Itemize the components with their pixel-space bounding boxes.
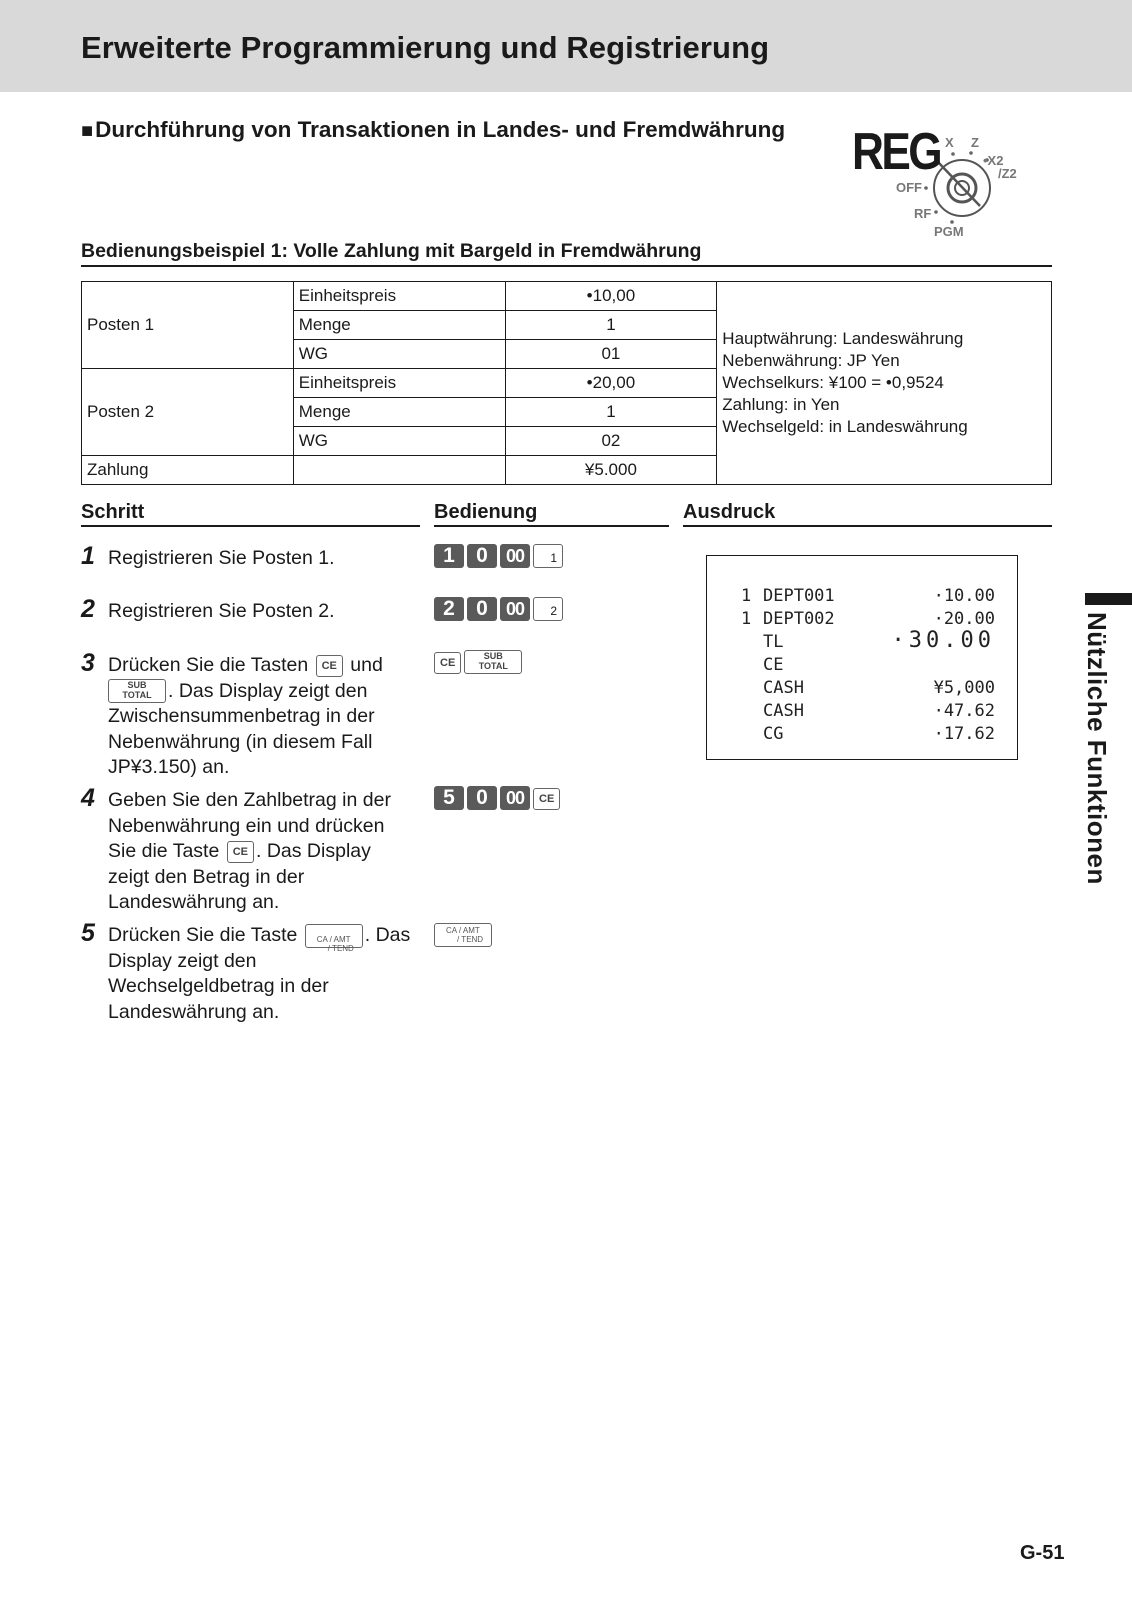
table-cell-label: WG — [293, 340, 505, 369]
mode-z2-label: /Z2 — [998, 166, 1017, 181]
key-0: 0 — [467, 597, 497, 621]
section-title — [81, 117, 785, 143]
subtotal-key: SUB TOTAL — [108, 679, 166, 703]
ce-key: CE — [533, 788, 560, 810]
ca-amt-tend-key: CA / AMT / TEND — [305, 924, 363, 948]
receipt-printout — [706, 555, 1018, 760]
mode-z-label: Z — [971, 135, 979, 150]
step-number: 3 — [81, 649, 95, 677]
table-cell-label: Einheitspreis — [293, 282, 505, 311]
table-cell-label: WG — [293, 427, 505, 456]
key-2: 2 — [434, 597, 464, 621]
column-rule — [434, 525, 669, 527]
ops-step-4 — [434, 786, 560, 810]
step-number: 2 — [81, 595, 95, 623]
receipt-line: 1 DEPT001 ·10.00 — [741, 586, 995, 606]
table-cell-label: Menge — [293, 398, 505, 427]
key-00: 00 — [500, 544, 530, 568]
table-cell-posten1: Posten 1 — [82, 282, 294, 369]
ops-step-3 — [434, 650, 522, 674]
ce-key: CE — [316, 655, 343, 677]
table-cell-value: •20,00 — [505, 369, 717, 398]
table-cell-value: 1 — [505, 398, 717, 427]
step-text: Registrieren Sie Posten 2. — [108, 600, 335, 622]
key-1: 1 — [434, 544, 464, 568]
step-5 — [81, 919, 411, 1025]
column-head-ausdruck: Ausdruck — [683, 501, 776, 523]
note-line: Nebenwährung: JP Yen — [722, 351, 900, 370]
receipt-line: CE — [763, 655, 784, 675]
step-text-part: Geben Sie den Zahlbetrag in der Nebenwährung ein und drücken Sie die Taste — [108, 789, 391, 862]
table-row — [82, 282, 1052, 311]
key-0: 0 — [467, 544, 497, 568]
step-number: 4 — [81, 784, 95, 812]
note-line: Zahlung: in Yen — [722, 395, 840, 414]
ce-key: CE — [434, 652, 461, 674]
page-number: G-51 — [1020, 1542, 1065, 1564]
table-cell-posten2: Posten 2 — [82, 369, 294, 456]
column-head-schritt: Schritt — [81, 501, 145, 523]
step-text — [108, 923, 411, 1025]
step-4 — [81, 784, 411, 916]
note-line: Wechselkurs: ¥100 = •0,9524 — [722, 373, 944, 392]
key-5: 5 — [434, 786, 464, 810]
step-text-part: . Das Display zeigt den Wechselgeldbetrag in der Landeswährung an. — [108, 924, 411, 1023]
table-cell-zahlung: Zahlung — [82, 456, 294, 485]
step-text-part: . Das Display zeigt den Zwischensummenbetrag in der Nebenwährung (in diesem Fall JP¥3.150) an. — [108, 679, 375, 778]
dept-key-2: 2 — [533, 597, 563, 621]
key-00: 00 — [500, 597, 530, 621]
receipt-line: CG ·17.62 — [763, 724, 995, 744]
mode-pgm-label: PGM — [934, 224, 964, 239]
table-cell-zahlung-value: ¥5.000 — [505, 456, 717, 485]
step-text-part: . Das Display zeigt den Betrag in der Landeswährung an. — [108, 840, 371, 913]
column-rule — [81, 525, 420, 527]
example-rule — [81, 265, 1052, 267]
side-tab-bar — [1085, 593, 1132, 605]
column-rule — [683, 525, 1052, 527]
receipt-line: 1 DEPT002 ·20.00 — [741, 609, 995, 629]
page-title: Erweiterte Programmierung und Registrierung — [81, 30, 770, 65]
section-bullet: ■ — [81, 120, 94, 142]
column-head-bedienung: Bedienung — [434, 501, 538, 523]
example-table — [81, 281, 1052, 485]
mode-rf-label: RF — [914, 206, 932, 221]
table-cell-empty — [293, 456, 505, 485]
step-text: Registrieren Sie Posten 1. — [108, 547, 335, 569]
note-line: Wechselgeld: in Landeswährung — [722, 417, 968, 436]
ops-step-1 — [434, 544, 563, 568]
step-text — [108, 653, 411, 781]
side-tab-label: Nützliche Funktionen — [1082, 612, 1112, 885]
mode-x2-label: •X2 — [983, 153, 1004, 168]
table-cell-value: 1 — [505, 311, 717, 340]
step-number: 5 — [81, 919, 95, 947]
ca-amt-tend-key: CA / AMT / TEND — [434, 923, 492, 947]
ce-key: CE — [227, 841, 254, 863]
mode-switch-illustration — [850, 118, 1050, 248]
step-text-part: und — [350, 654, 383, 676]
note-line: Hauptwährung: Landeswährung — [722, 329, 964, 348]
table-cell-value: 02 — [505, 427, 717, 456]
receipt-line: CASH ·47.62 — [763, 701, 995, 721]
section-title-text: Durchführung von Transaktionen in Landes- und Fremdwährung — [95, 117, 786, 142]
step-text-part: Drücken Sie die Tasten — [108, 654, 309, 676]
table-cell-value: •10,00 — [505, 282, 717, 311]
mode-reg-label: REG — [852, 123, 941, 181]
key-00: 00 — [500, 786, 530, 810]
receipt-line: CASH ¥5,000 — [763, 678, 995, 698]
ops-step-5 — [434, 923, 492, 947]
ops-step-2 — [434, 597, 563, 621]
step-3 — [81, 649, 411, 781]
example-title: Bedienungsbeispiel 1: Volle Zahlung mit Bargeld in Fremdwährung — [81, 240, 702, 262]
table-cell-value: 01 — [505, 340, 717, 369]
step-text — [108, 788, 411, 916]
dept-key-1: 1 — [533, 544, 563, 568]
table-cell-label: Menge — [293, 311, 505, 340]
step-2 — [81, 595, 411, 625]
subtotal-key: SUB TOTAL — [464, 650, 522, 674]
step-number: 1 — [81, 542, 95, 570]
mode-x-label: X — [945, 135, 954, 150]
table-notes — [717, 282, 1052, 485]
step-1 — [81, 542, 411, 572]
key-0: 0 — [467, 786, 497, 810]
step-text-part: Drücken Sie die Taste — [108, 924, 298, 946]
table-cell-label: Einheitspreis — [293, 369, 505, 398]
receipt-line-total: TL ·30.00 — [763, 628, 995, 653]
mode-off-label: OFF — [896, 180, 922, 195]
